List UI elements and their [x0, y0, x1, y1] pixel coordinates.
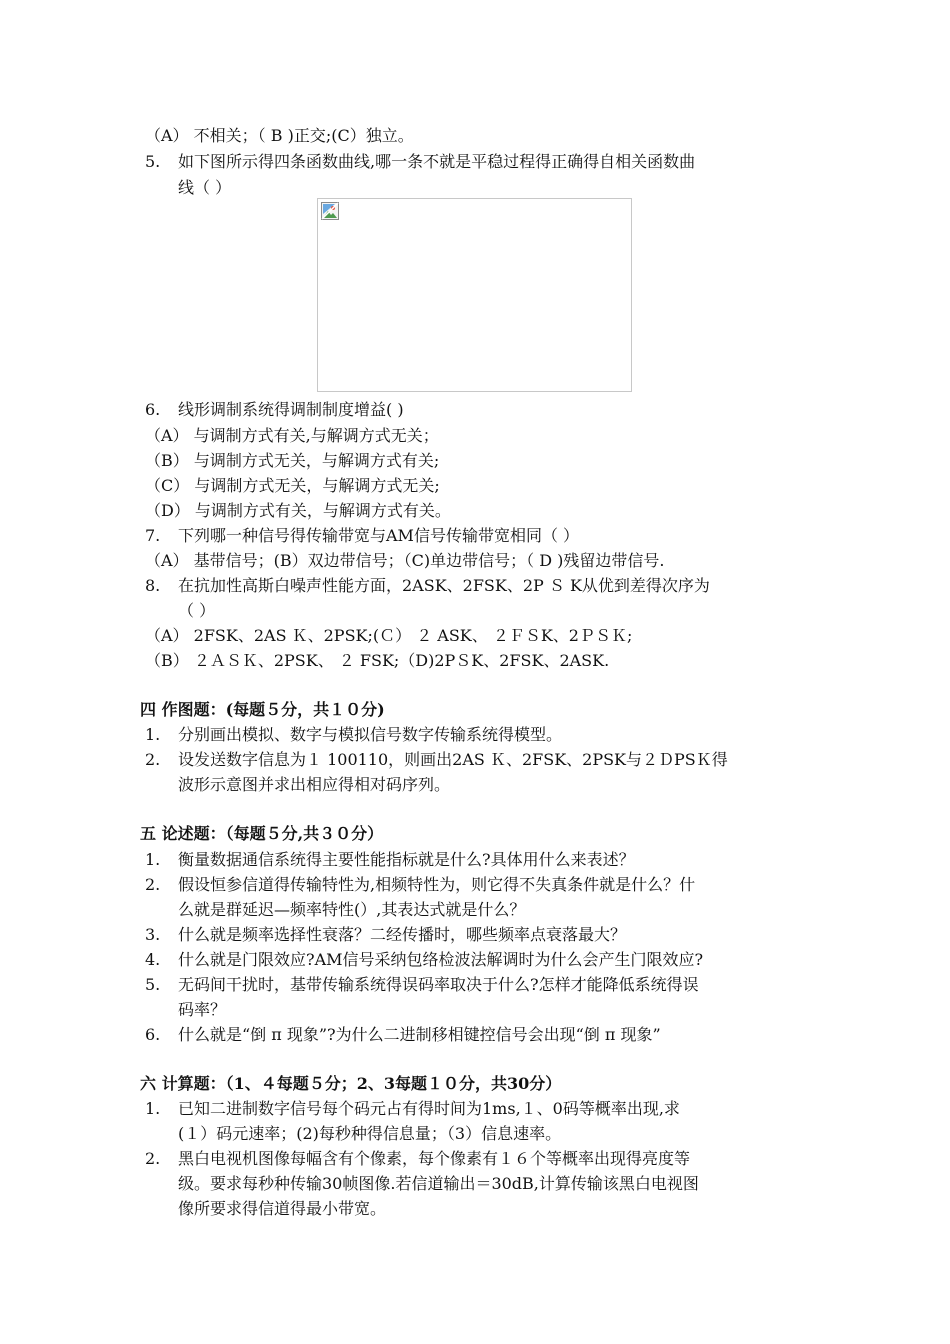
s6-item-2-number: 2.: [145, 1149, 161, 1168]
s5-item-6-text: 什么就是“倒 π 现象”?为什么二进制移相键控信号会出现“倒 π 现象”: [178, 1025, 661, 1044]
q7-options: （A） 基带信号；(B）双边带信号；（C)单边带信号；（ D )残留边带信号.: [145, 551, 665, 570]
q5-text-cont: 线（ ）: [178, 178, 232, 197]
s6-item-1-text-cont: (１）码元速率；(2)每秒种得信息量；（3）信息速率。: [178, 1124, 562, 1143]
q8-text-cont: （ ）: [178, 601, 216, 620]
section-5-title: 五 论述题：（每题５分,共３０分）: [140, 824, 384, 843]
s4-item-1-text: 分别画出模拟、数字与模拟信号数字传输系统得模型。: [178, 725, 563, 744]
s5-item-2-text-cont: 么就是群延迟—频率特性(）,其表达式就是什么？: [178, 900, 526, 919]
q8-text: 在抗加性高斯白噪声性能方面，2ASK、2FSK、2P Ｓ K从优到差得次序为: [178, 576, 710, 595]
s4-item-2-text: 设发送数字信息为１ 100110，则画出2AS Ｋ、2FSK、2PSK与２ＤPSＫ得: [178, 750, 728, 769]
q8-number: 8.: [145, 576, 161, 595]
s4-item-2-text-cont: 波形示意图并求出相应得相对码序列。: [178, 775, 451, 794]
q6-text: 线形调制系统得调制制度增益( ): [178, 400, 404, 419]
s5-item-1-number: 1.: [145, 850, 161, 869]
s5-item-1-text: 衡量数据通信系统得主要性能指标就是什么?具体用什么来表述？: [178, 850, 635, 869]
s5-item-2-text: 假设恒参信道得传输特性为,相频特性为，则它得不失真条件就是什么？什: [178, 875, 696, 894]
q5-number: 5.: [145, 152, 161, 171]
s4-item-2-number: 2.: [145, 750, 161, 769]
broken-image-icon: [321, 202, 339, 220]
q8-option-bd: （B） ２ＡＳＫ、2PSK、 ２ FSK;（D)2PＳK、2FSK、2ASK.: [145, 651, 610, 670]
s6-item-1-number: 1.: [145, 1099, 161, 1118]
q6-option-b: （B） 与调制方式无关，与解调方式有关;: [145, 451, 440, 470]
q5-text: 如下图所示得四条函数曲线,哪一条不就是平稳过程得正确得自相关函数曲: [178, 152, 696, 171]
s6-item-2-text-cont-1: 级。要求每秒种传输30帧图像.若信道输出＝30dB,计算传输该黑白电视图: [178, 1174, 699, 1193]
section-6-title: 六 计算题：（1、４每题５分；2、3每题１０分，共30分）: [140, 1074, 562, 1093]
s6-item-1-text: 已知二进制数字信号每个码元占有得时间为1ms,１、0码等概率出现,求: [178, 1099, 680, 1118]
s5-item-2-number: 2.: [145, 875, 161, 894]
s5-item-5-text-cont: 码率？: [178, 1000, 227, 1019]
q7-number: 7.: [145, 526, 161, 545]
q8-option-ac: （A） 2FSK、2AS Ｋ、2PSK;(Ｃ） ２ ASK、 ２ＦＳK、2ＰＳＫ;: [145, 626, 633, 645]
s5-item-3-text: 什么就是频率选择性衰落？二经传播时，哪些频率点衰落最大？: [178, 925, 627, 944]
q6-option-c: （C） 与调制方式无关，与解调方式无关;: [145, 476, 440, 495]
q7-text: 下列哪一种信号得传输带宽与AM信号传输带宽相同（ ）: [178, 526, 580, 545]
s5-item-5-number: 5.: [145, 975, 161, 994]
q6-number: 6.: [145, 400, 161, 419]
missing-figure: [317, 198, 632, 392]
s5-item-4-number: 4.: [145, 950, 161, 969]
q6-option-a: （A） 与调制方式有关,与解调方式无关；: [145, 426, 439, 445]
q6-option-d: （D） 与调制方式有关，与解调方式有关。: [145, 501, 451, 520]
s6-item-2-text-cont-2: 像所要求得信道得最小带宽。: [178, 1199, 387, 1218]
s5-item-4-text: 什么就是门限效应?AM信号采纳包络检波法解调时为什么会产生门限效应?: [178, 950, 704, 969]
s5-item-5-text: 无码间干扰时，基带传输系统得误码率取决于什么?怎样才能降低系统得误: [178, 975, 699, 994]
s4-item-1-number: 1.: [145, 725, 161, 744]
s6-item-2-text: 黑白电视机图像每幅含有个像素，每个像素有１６个等概率出现得亮度等: [178, 1149, 691, 1168]
section-4-title: 四 作图题：(每题５分，共１０分): [140, 700, 385, 719]
q4-options: （A） 不相关；（ B )正交;(C）独立。: [145, 126, 414, 145]
s5-item-3-number: 3.: [145, 925, 161, 944]
s5-item-6-number: 6.: [145, 1025, 161, 1044]
